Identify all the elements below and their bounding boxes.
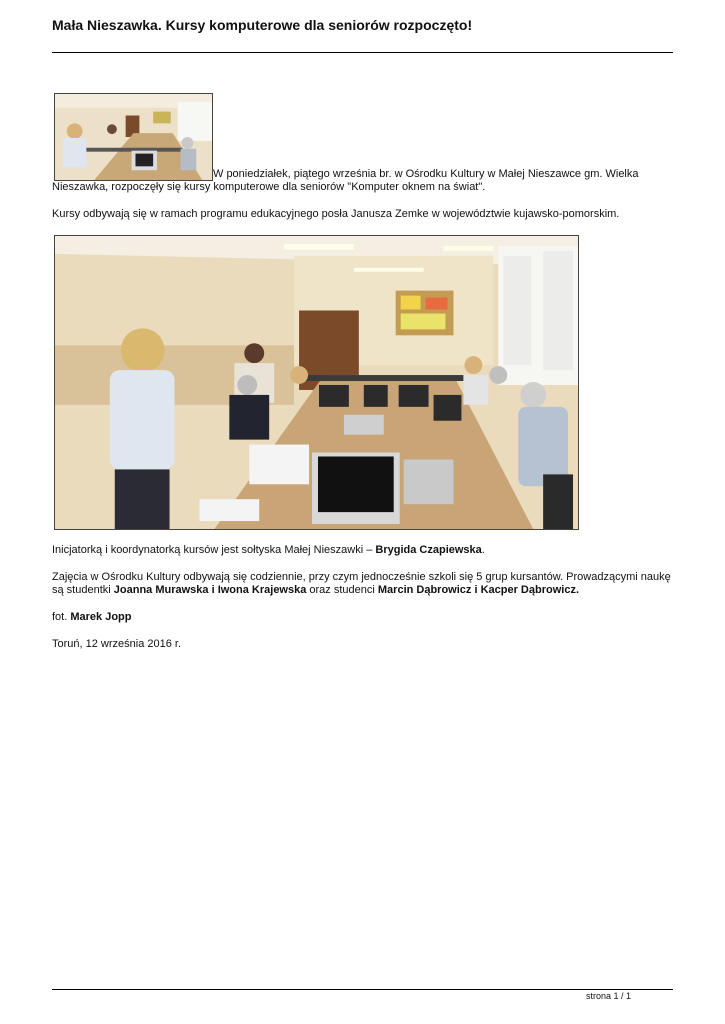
- coordinator-end: .: [481, 544, 485, 556]
- coordinator-text: Inicjatorką i koordynatorką kursów jest sołtyska Małej Nieszawki –: [52, 544, 376, 556]
- classes-text: Zajęcia w Ośrodku Kultury odbywają się codziennie, przy czym jednocześnie szkoli się 5 grup kursantów. Prowadzącymi naukę są studentki: [52, 571, 671, 596]
- intro-text: W poniedziałek, piątego września br. w Ośrodku Kultury w Małej Nieszawce gm. Wielka Nieszawka, rozpoczęły się kursy komputerowe dla seniorów "Komputer oknem na świat".: [52, 168, 639, 193]
- article-title: Mała Nieszawka. Kursy komputerowe dla seniorów rozpoczęto!: [52, 17, 473, 33]
- classroom-photo-thumbnail: [54, 93, 213, 181]
- female-instructors: Joanna Murawska i Iwona Krajewska: [113, 584, 307, 596]
- classroom-photo: [54, 235, 579, 530]
- classes-paragraph: [52, 571, 674, 597]
- header-divider: [52, 52, 673, 53]
- photo-credit-label: fot.: [52, 611, 71, 623]
- male-instructors: Marcin Dąbrowicz i Kacper Dąbrowicz.: [377, 584, 580, 596]
- classes-text-continued: oraz studenci: [306, 584, 378, 596]
- intro-paragraph: [52, 93, 674, 194]
- article-body: [52, 93, 674, 665]
- program-paragraph: Kursy odbywają się w ramach programu edukacyjnego posła Janusza Zemke w województwie kujawsko-pomorskim.: [52, 208, 620, 220]
- photo-credit: [52, 611, 674, 624]
- page-number: strona 1 / 1: [585, 991, 631, 1001]
- photographer-name: Marek Jopp: [70, 611, 132, 623]
- coordinator-name: Brygida Czapiewska: [375, 544, 482, 556]
- date-line: Toruń, 12 września 2016 r.: [52, 638, 182, 650]
- coordinator-paragraph: [52, 544, 674, 557]
